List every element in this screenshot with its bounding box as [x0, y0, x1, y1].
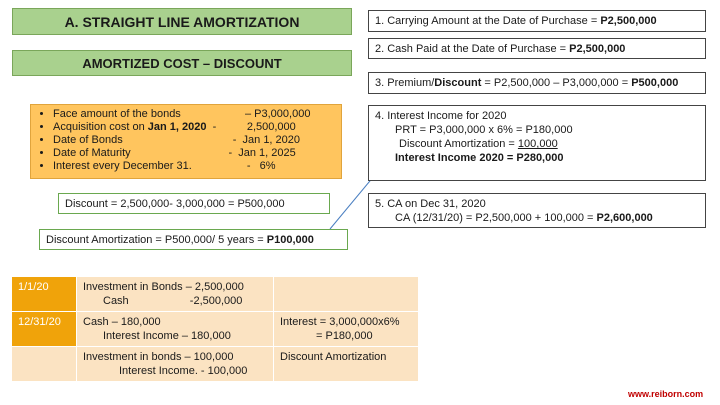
step-5-line: CA (12/31/20) = P2,500,000 + 100,000 = P2,600,000 [395, 212, 653, 224]
step-2-text: 2. Cash Paid at the Date of Purchase = [375, 43, 570, 55]
fact-face-amount: • Face amount of the bonds – P3,000,000 [53, 108, 335, 121]
step-4-prt: PRT = P3,000,000 x 6% = P180,000 [395, 124, 573, 136]
fact-date-of-maturity: • Date of Maturity - Jan 1, 2025 [53, 147, 335, 160]
journal-row-3 [12, 347, 418, 382]
step-3-formula: = P2,500,000 – P3,000,000 = [481, 77, 632, 89]
step-1-box [368, 10, 706, 32]
journal-entry-2: Cash – 180,000 Interest Income – 180,000 [77, 312, 274, 347]
journal-row-1 [12, 277, 418, 312]
step-4-total: Interest Income 2020 = P280,000 [395, 152, 564, 164]
journal-date-1: 1/1/20 [12, 277, 77, 312]
journal-date-3 [12, 347, 77, 382]
fact-acquisition-cost: • Acquisition cost on Jan 1, 2020 - 2,500,000 [53, 121, 335, 134]
step-4-box [368, 105, 706, 181]
amortization-text: Discount Amortization = P500,000/ 5 years = [46, 234, 267, 246]
step-5-box [368, 193, 706, 228]
title-sub-text: AMORTIZED COST – DISCOUNT [82, 55, 282, 71]
amortization-value: P100,000 [266, 234, 314, 246]
journal-row-2 [12, 312, 418, 347]
footer-url: www.reiborn.com [628, 389, 704, 399]
journal-entry-1: Investment in Bonds – 2,500,000 Cash -2,500,000 [77, 277, 274, 312]
step-4-discount-amort: Discount Amortization = 100,000 [399, 138, 558, 150]
journal-note-2: Interest = 3,000,000x6% = P180,000 [274, 312, 419, 347]
step-4-discount-value: 100,000 [517, 138, 558, 150]
step-3-value: P500,000 [631, 77, 679, 89]
step-1-text: 1. Carrying Amount at the Date of Purchase = [375, 15, 601, 27]
journal-note-1 [274, 277, 419, 312]
title-main-text: A. STRAIGHT LINE AMORTIZATION [64, 13, 300, 30]
step-2-value: P2,500,000 [569, 43, 626, 55]
discount-text: Discount = 2,500,000- 3,000,000 = P500,000 [65, 198, 285, 210]
step-1-value: P2,500,000 [600, 15, 657, 27]
journal-entry-3: Investment in bonds – 100,000 Interest Income. - 100,000 [77, 347, 274, 382]
journal-date-2: 12/31/20 [12, 312, 77, 347]
journal-note-3: Discount Amortization [274, 347, 419, 382]
step-3-prefix: 3. Premium/ [375, 77, 435, 89]
journal-table [12, 277, 418, 382]
fact-interest: • Interest every December 31. - 6% [53, 160, 335, 173]
step-5-value: P2,600,000 [596, 212, 653, 224]
step-3-box [368, 72, 706, 94]
step-4-title: 4. Interest Income for 2020 [375, 110, 507, 122]
step-2-box [368, 38, 706, 59]
step-3-discount: Discount [434, 77, 482, 89]
fact-date-of-bonds: • Date of Bonds - Jan 1, 2020 [53, 134, 335, 147]
step-5-title: 5. CA on Dec 31, 2020 [375, 198, 486, 210]
